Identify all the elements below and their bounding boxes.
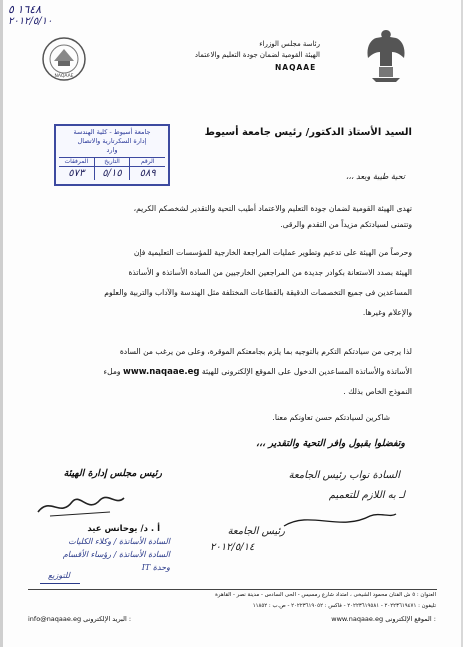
footer-phones: تليفون : ٢٠٢٢٣٦١٩٤٧١ - ٢٠٢٢٣٦١٩٥٨١ - فاكس : ٢٠٢٢٣٦١٩٠٥٢ - ص.ب : ١١٨٥٢ [252, 603, 436, 609]
paragraph-1-line-1: تهدى الهيئة القومية لضمان جودة التعليم والاعتماد أطيب التحية والتقدير لشخصكم الكريم، [133, 204, 412, 213]
paragraph-1-line-2: وتتمنى لسيادتكم مزيداً من التقدم والرقى. [280, 220, 412, 229]
stamp-value: ٥٨٩ [139, 168, 156, 179]
paragraph-2-line-3: المساعدين فى جميع التخصصات الدقيقة بالقطاعات المختلفة مثل الهندسة والآداب والتربية والعلوم [104, 288, 412, 297]
paragraph-2-line-4: والإعلام وغيرها. [362, 308, 412, 317]
thanks-line: شاكرين لسيادتكم حسن تعاونكم معنا. [272, 413, 390, 422]
footer-address: العنوان : ٥ ش الفنان محمود الشيخى ، امتداد شارع رمسيس - الحى السادس - مدينة نصر - القاهرة [215, 592, 436, 598]
paragraph-3-text: الأساتذة والأساتذة المساعدين الدخول على الموقع الإلكترونى للهيئة [201, 367, 412, 376]
addressee: السيد الأستاذ الدكتور/ رئيس جامعة أسيوط [204, 127, 412, 138]
handwritten-note-2: لـ به اللازم للتعميم [328, 490, 405, 501]
paragraph-3-line-1: لذا يرجى من سيادتكم التكرم بالتوجيه بما يلزم بجامعتكم الموقرة، وعلى من يرغب من السادة [119, 347, 412, 356]
closing-line: وتفضلوا بقبول وافر التحية والتقدير ،،، [256, 438, 405, 449]
website-link[interactable]: www.naqaae.eg [123, 367, 200, 377]
footer-divider [28, 589, 437, 590]
greeting: تحية طيبة وبعد ،،، [345, 172, 405, 181]
paragraph-2-line-2: الهيئة بصدد الاستعانة بكوادر جديدة من المراجعين الخارجيين من السادة الأساتذة و الأساتذة [128, 268, 412, 277]
naqaae-logo [40, 35, 88, 83]
stamp-line-1: جامعة أسيوط - كلية الهندسة [73, 128, 151, 136]
header-line-2: الهيئة القومية لضمان جودة التعليم والاعتماد [194, 51, 320, 59]
footer-website-group [331, 615, 436, 623]
handwritten-reference-number: ١٦٤٨ ٥ [8, 3, 42, 16]
handwritten-note-3: السادة الأساتذة / وكلاء الكليات [68, 537, 170, 546]
stamp-header: التاريخ [95, 158, 130, 167]
stamp-line-3: وارد [106, 146, 118, 154]
footer-contacts [28, 615, 436, 623]
signature-name: أ . د/ يوحانس عيد [87, 524, 160, 534]
stamp-grid [59, 157, 165, 180]
incoming-stamp [54, 124, 170, 186]
stamp-cell [129, 158, 165, 180]
paragraph-3-end: وملء [103, 367, 121, 376]
handwritten-date-2: ٢٠١٢/٥/١٤ [210, 542, 255, 553]
signature-title: رئيس مجلس إدارة الهيئة [63, 468, 162, 479]
stamp-cell [94, 158, 130, 180]
svg-text:NAQAAE: NAQAAE [54, 74, 74, 79]
handwritten-note-5: وحدة IT [141, 563, 170, 572]
handwritten-note-6: للتوزيع [48, 571, 70, 580]
paragraph-3-line-3: النموذج الخاص بذلك . [343, 387, 412, 396]
handwritten-signature-2: رئيس الجامعة [227, 526, 285, 537]
stamp-header: المرفقات [59, 158, 94, 167]
stamp-line-2: إدارة السكرتارية والاتصال [77, 137, 147, 145]
header-line-1: رئاسة مجلس الوزراء [259, 40, 320, 48]
stamp-value: ٥٧٣ [68, 168, 85, 179]
handwritten-underline [40, 583, 80, 584]
paragraph-3-line-2 [40, 365, 412, 379]
footer-email-label: البريد الإلكترونى : [83, 615, 132, 623]
footer-website[interactable]: www.naqaae.eg [331, 615, 384, 623]
footer-website-label: الموقع الإلكترونى : [385, 615, 436, 623]
footer-email-group [28, 615, 131, 623]
stamp-value: ٥/١٥ [102, 168, 122, 179]
handwritten-swoosh [280, 506, 400, 534]
handwritten-reference-date: ٢٠١٢/٥/١٠ [8, 16, 53, 27]
footer-email[interactable]: info@naqaae.eg [28, 615, 82, 623]
scan-edge-left [0, 0, 3, 647]
handwritten-note-1: السادة نواب رئيس الجامعة [288, 470, 400, 481]
stamp-header: الرقم [130, 158, 165, 167]
stamp-cell [59, 158, 94, 180]
eagle-icon [362, 24, 410, 84]
paragraph-2-line-1: وحرصاً من الهيئة على تدعيم وتطوير عمليات المراجعة الخارجية للمؤسسات التعليمية فإن [133, 248, 412, 257]
handwritten-note-4: السادة الأساتذة / رؤساء الأقسام [62, 550, 170, 559]
header-acronym: NAQAAE [275, 63, 317, 72]
official-signature [30, 488, 130, 522]
